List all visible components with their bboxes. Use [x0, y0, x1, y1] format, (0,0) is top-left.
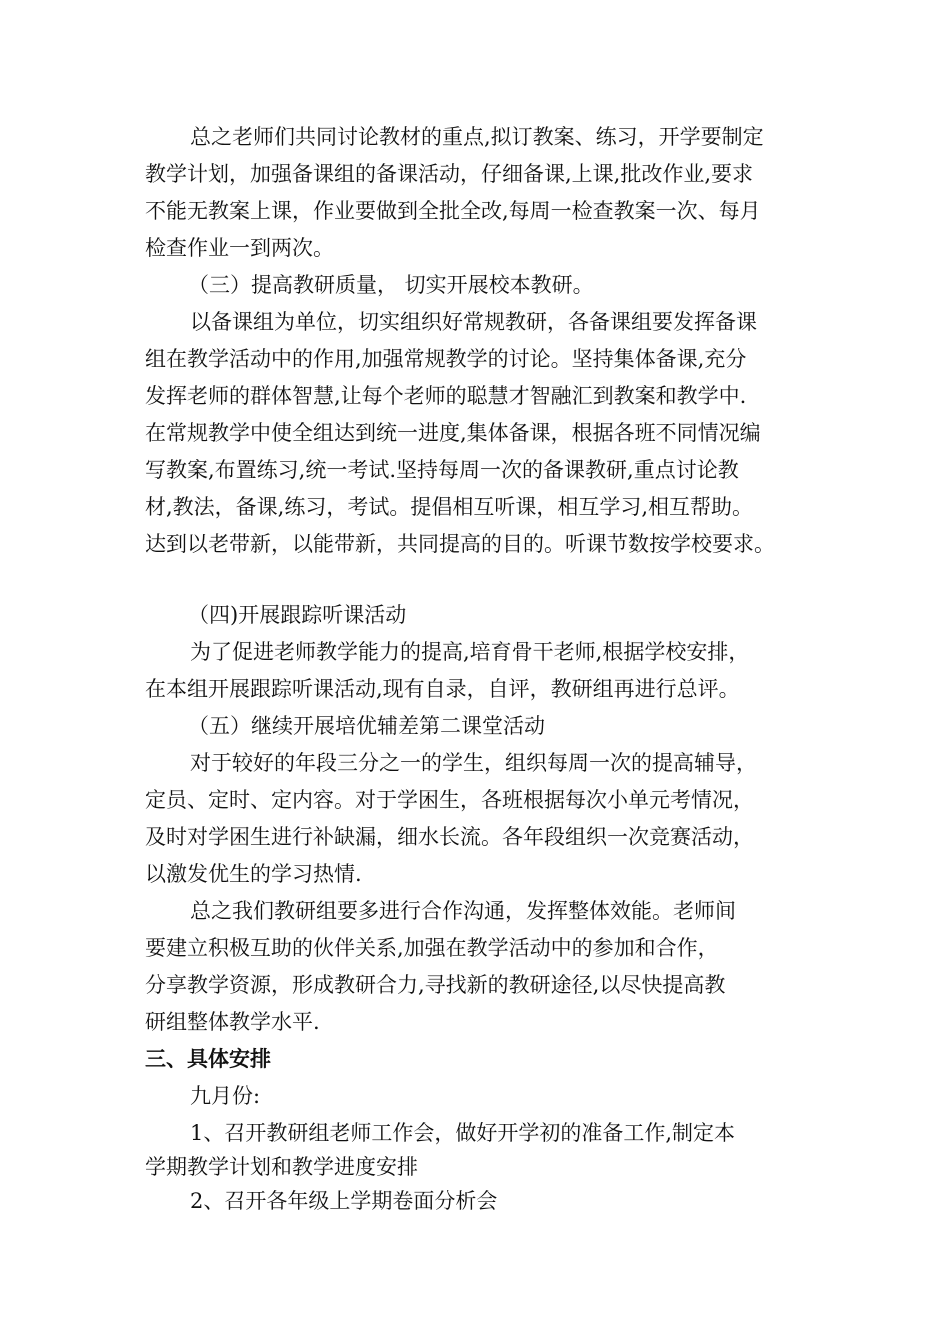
month-label: 九月份:: [190, 1084, 261, 1108]
paragraph-line: 要建立积极互助的伙伴关系,加强在教学活动中的参加和合作，: [145, 936, 719, 960]
paragraph-line: 以激发优生的学习热情.: [145, 862, 362, 886]
paragraph-line: 不能无教案上课，作业要做到全批全改,每周一检查教案一次、每月: [145, 199, 761, 223]
list-item: 2、召开各年级上学期卷面分析会: [190, 1189, 498, 1213]
paragraph-line: 在本组开展跟踪听课活动,现有自录，自评，教研组再进行总评。: [145, 677, 740, 701]
paragraph-line: 教学计划，加强备课组的备课活动，仔细备课,上课,批改作业,要求: [145, 162, 754, 186]
paragraph-line: 以备课组为单位，切实组织好常规教研，各备课组要发挥备课: [190, 310, 757, 334]
paragraph-line: 达到以老带新，以能带新，共同提高的目的。听课节数按学校要求。: [145, 532, 775, 556]
paragraph-line: 为了促进老师教学能力的提高,培育骨干老师,根据学校安排，: [190, 640, 750, 664]
paragraph-line: 发挥老师的群体智慧,让每个老师的聪慧才智融汇到教案和教学中.: [145, 384, 747, 408]
paragraph-line: 材,教法，备课,练习，考试。提倡相互听课，相互学习,相互帮助。: [145, 495, 754, 519]
paragraph-line: 总之我们教研组要多进行合作沟通，发挥整体效能。老师间: [190, 899, 736, 923]
section-heading-3: （三）提高教研质量， 切实开展校本教研。: [188, 273, 594, 297]
paragraph-line: 写教案,布置练习,统一考试.坚持每周一次的备课教研,重点讨论教: [145, 458, 739, 482]
section-heading-4: （四)开展跟踪听课活动: [188, 603, 407, 627]
paragraph-line: 在常规教学中使全组达到统一进度,集体备课，根据各班不同情况编: [145, 421, 761, 445]
paragraph-line: 组在教学活动中的作用,加强常规教学的讨论。坚持集体备课,充分: [145, 347, 747, 371]
section-heading-5: （五）继续开展培优辅差第二课堂活动: [188, 714, 545, 738]
paragraph-line: 对于较好的年段三分之一的学生，组织每周一次的提高辅导，: [190, 751, 757, 775]
section-heading-specific-arrangements: 三、具体安排: [145, 1047, 271, 1071]
paragraph-line: 分享教学资源，形成教研合力,寻找新的教研途径,以尽快提高教: [145, 973, 726, 997]
paragraph-line: 检查作业一到两次。: [145, 236, 334, 260]
paragraph-line: 总之老师们共同讨论教材的重点,拟订教案、练习，开学要制定: [190, 125, 764, 149]
paragraph-line: 定员、定时、定内容。对于学困生，各班根据每次小单元考情况，: [145, 788, 754, 812]
list-item: 1、召开教研组老师工作会，做好开学初的准备工作,制定本: [190, 1121, 736, 1145]
paragraph-line: 及时对学困生进行补缺漏，细水长流。各年段组织一次竞赛活动，: [145, 825, 754, 849]
paragraph-line: 研组整体教学水平.: [145, 1010, 320, 1034]
list-item-continuation: 学期教学计划和教学进度安排: [145, 1155, 418, 1179]
